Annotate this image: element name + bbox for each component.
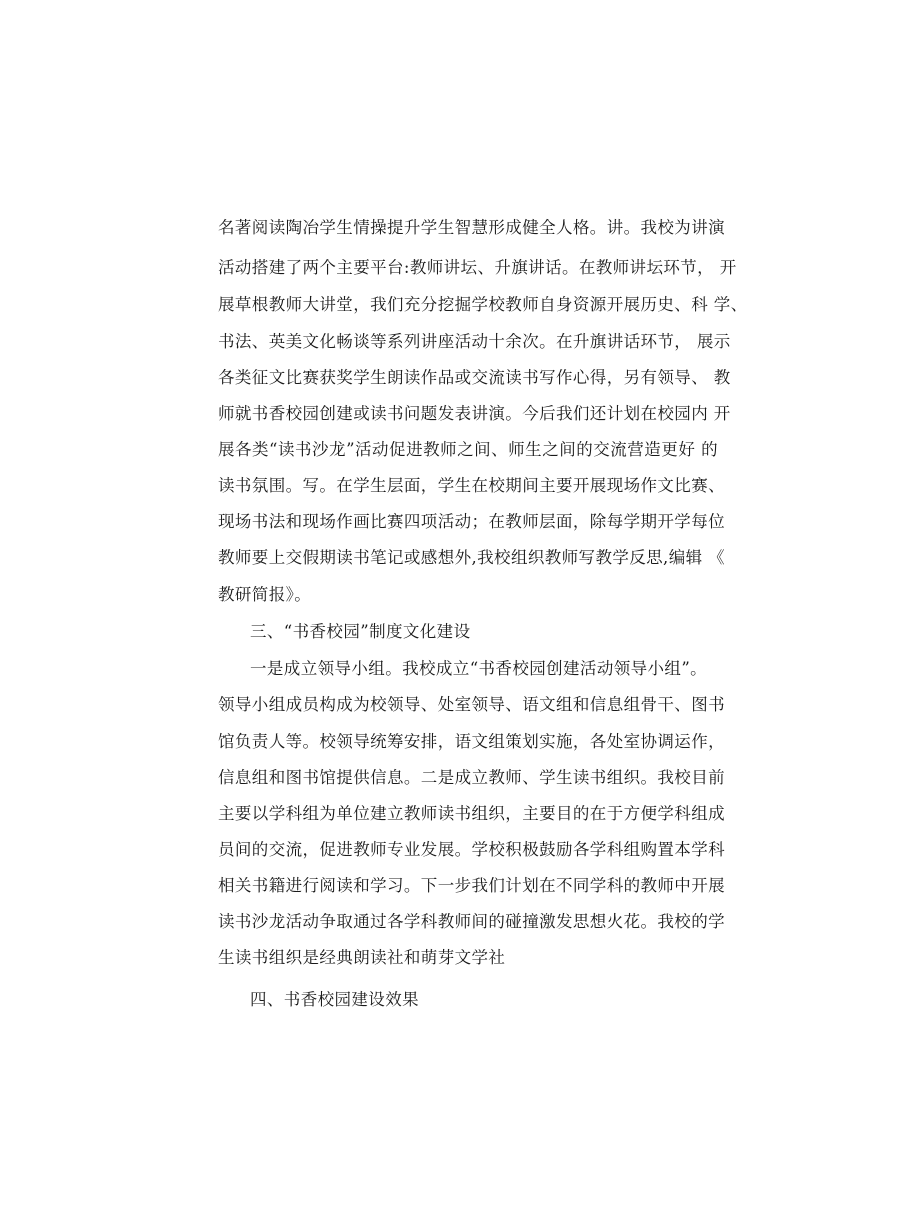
text-line: 信息组和图书馆提供信息。二是成立教师、学生读书组织。我校目前 <box>218 768 725 787</box>
text-line: 一是成立领导小组。我校成立“书香校园创建活动领导小组”。 <box>250 659 708 678</box>
text-line: 领导小组成员构成为校领导、处室领导、语文组和信息组骨干、图书 <box>218 695 725 714</box>
text-line: 展各类“读书沙龙”活动促进教师之间、师生之间的交流营造更好 的 <box>218 440 718 459</box>
text-line: 名著阅读陶冶学生情操提升学生智慧形成健全人格。讲。我校为讲演 <box>218 218 725 237</box>
text-line: 展草根教师大讲堂，我们充分挖掘学校教师自身资源开展历史、科 学、 <box>218 295 748 314</box>
text-line: 活动搭建了两个主要平台:教师讲坛、升旗讲话。在教师讲坛环节， 开 <box>218 258 737 277</box>
text-line: 员间的交流，促进教师专业发展。学校积极鼓励各学科组购置本学科 <box>218 840 725 859</box>
text-line: 相关书籍进行阅读和学习。下一步我们计划在不同学科的教师中开展 <box>218 876 725 895</box>
text-line: 教研简报》。 <box>218 585 312 604</box>
text-line: 师就书香校园创建或读书问题发表讲演。今后我们还计划在校园内 开 <box>218 404 731 423</box>
text-line: 生读书组织是经典朗读社和萌芽文学社 <box>218 948 506 967</box>
text-line: 馆负责人等。校领导统筹安排，语文组策划实施，各处室协调运作， <box>218 732 725 751</box>
text-line: 书法、英美文化畅谈等系列讲座活动十余次。在升旗讲话环节， 展示 <box>218 332 731 351</box>
text-line: 各类征文比赛获奖学生朗读作品或交流读书写作心得，另有领导、 教 <box>218 368 731 387</box>
text-line: 现场书法和现场作画比赛四项活动；在教师层面，除每学期开学每位 <box>218 512 725 531</box>
section-heading-4: 四、书香校园建设效果 <box>250 990 419 1009</box>
text-line: 读书沙龙活动争取通过各学科教师间的碰撞激发思想火花。我校的学 <box>218 912 725 931</box>
text-line: 教师要上交假期读书笔记或感想外,我校组织教师写教学反思,编辑 《 <box>218 548 726 567</box>
text-line: 读书氛围。写。在学生层面，学生在校期间主要开展现场作文比赛、 <box>218 476 725 495</box>
text-line: 主要以学科组为单位建立教师读书组织，主要目的在于方便学科组成 <box>218 804 725 823</box>
section-heading-3: 三、“书香校园”制度文化建设 <box>250 622 471 641</box>
